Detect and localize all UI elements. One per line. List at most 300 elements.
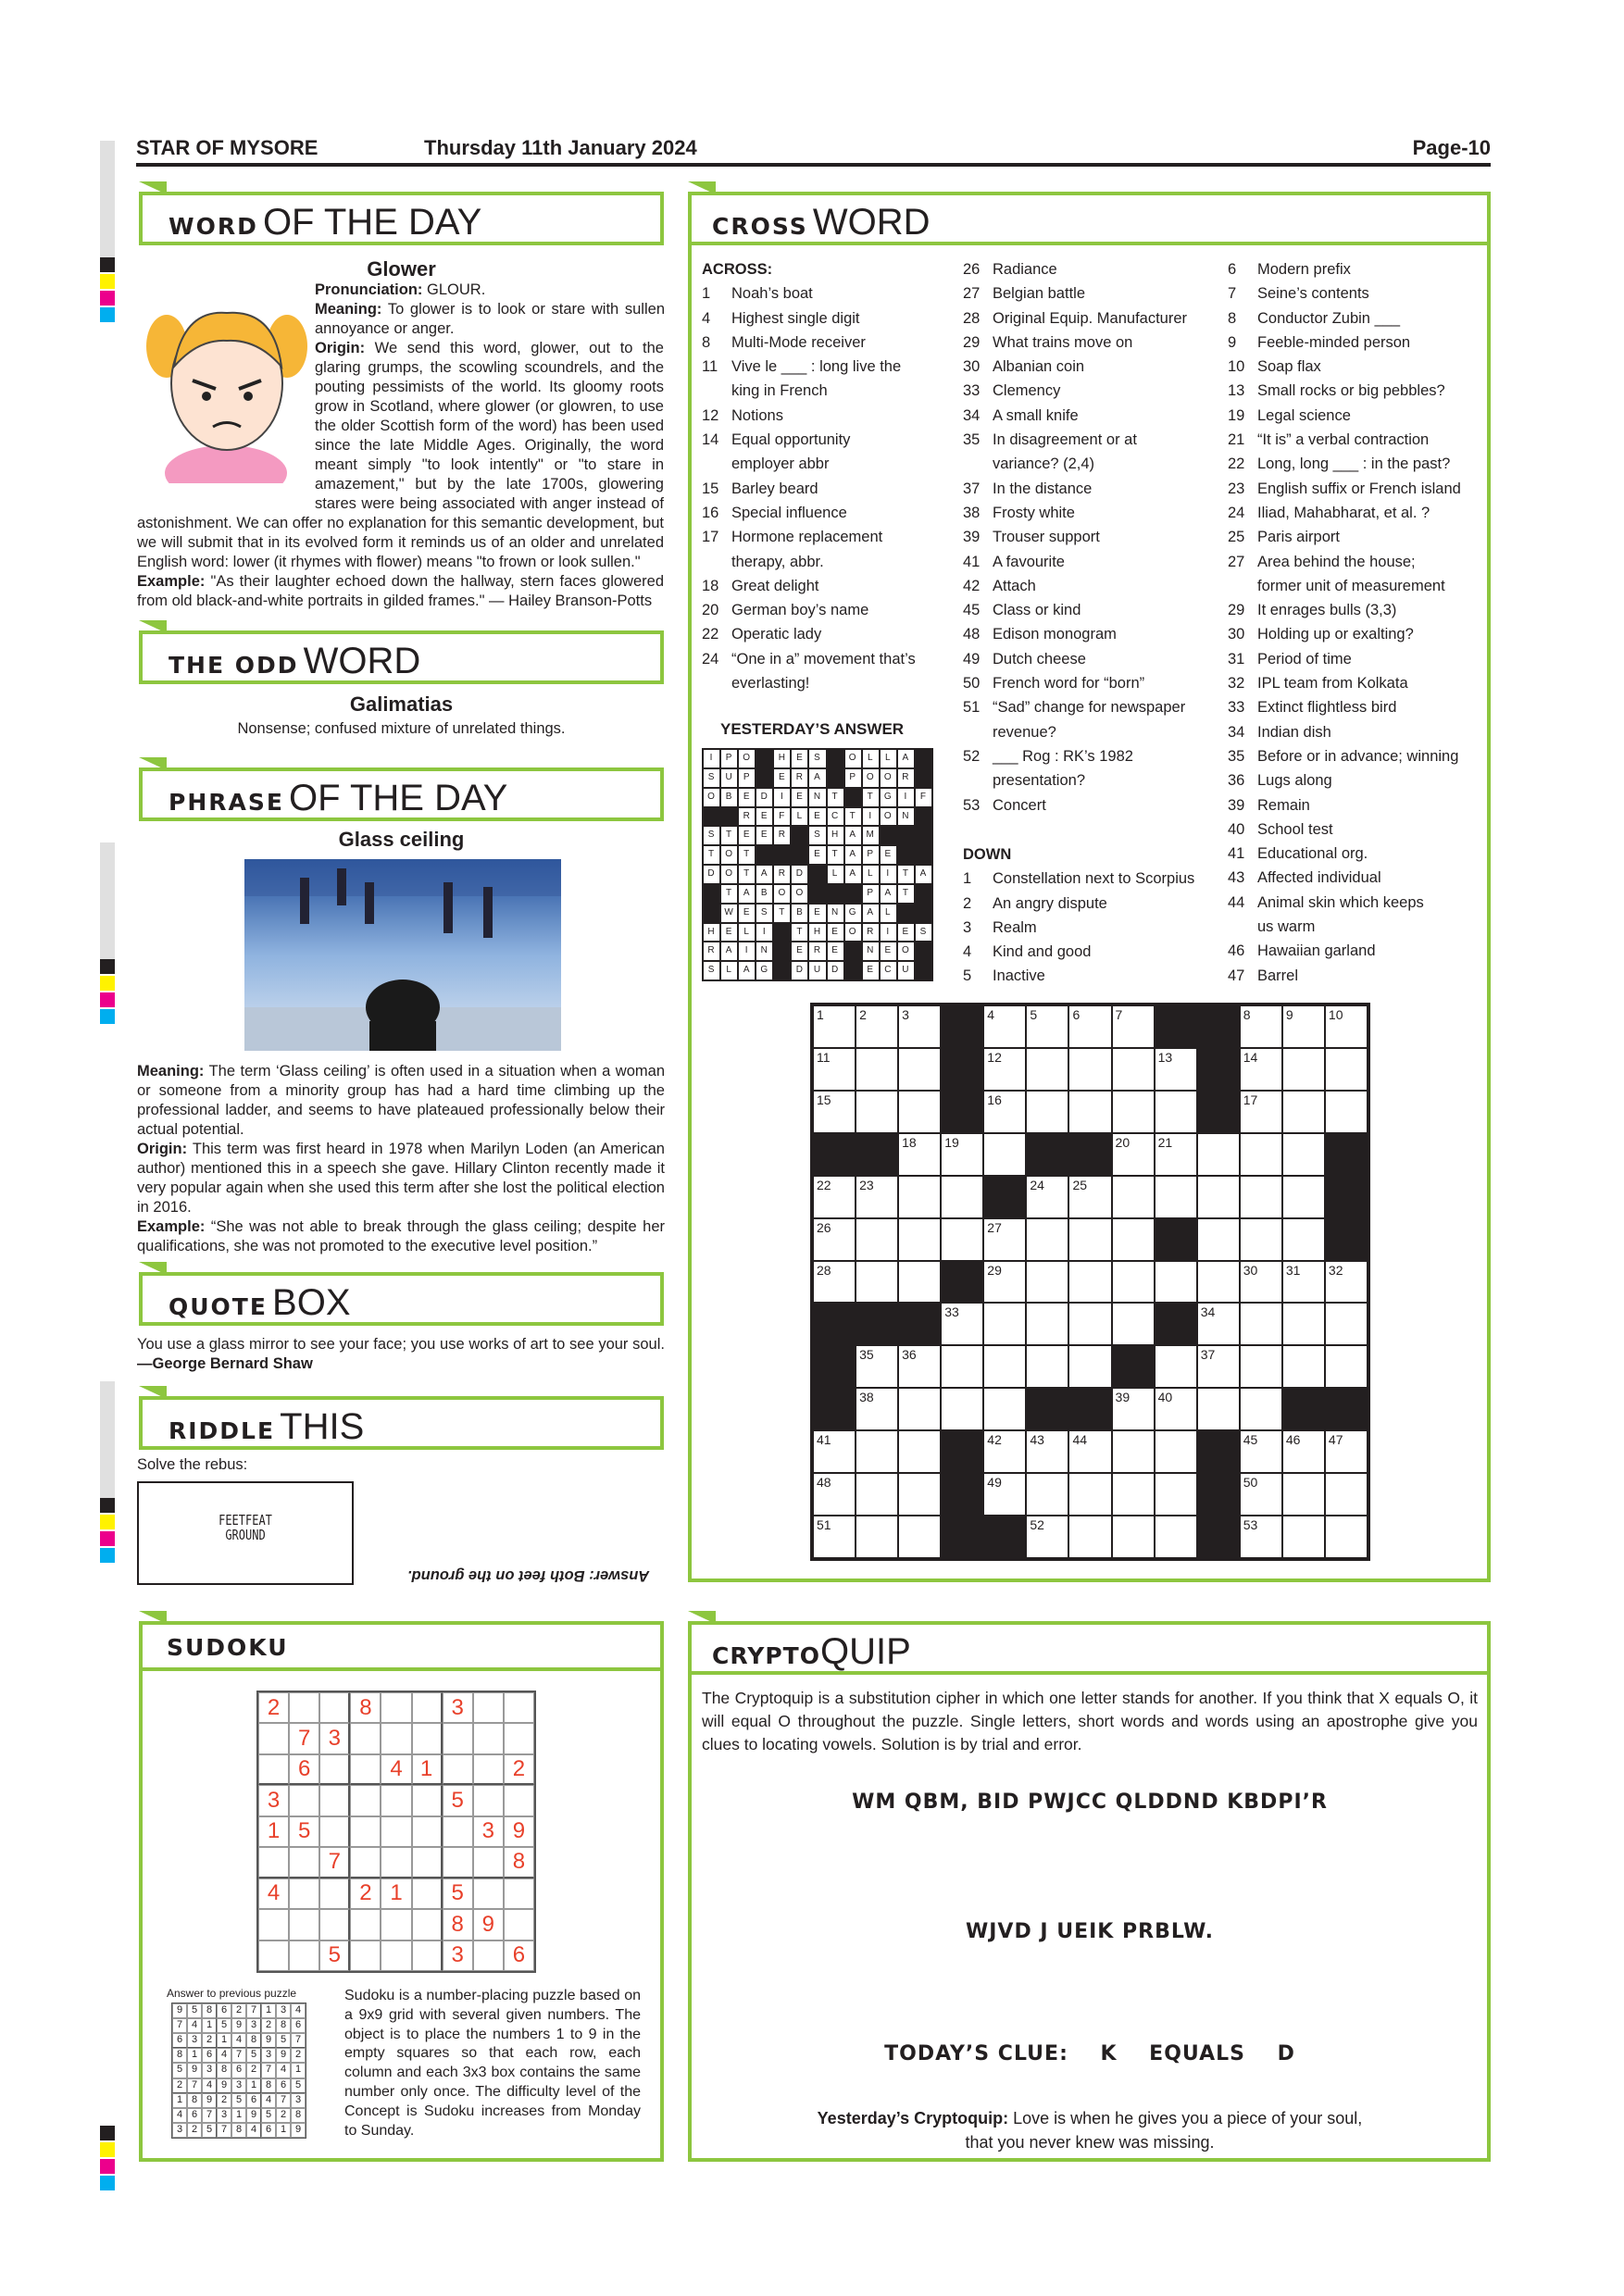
crossword-cell[interactable]: 19	[941, 1133, 983, 1176]
crossword-cell	[1155, 1303, 1197, 1345]
crossword-cell[interactable]: 27	[983, 1218, 1026, 1261]
sudoku-cell[interactable]	[473, 1692, 504, 1723]
crossword-cell[interactable]: 49	[983, 1473, 1026, 1516]
crossword-cell[interactable]	[1197, 1176, 1240, 1218]
crossword-cell[interactable]: 12	[983, 1048, 1026, 1091]
sudoku-cell[interactable]	[319, 1909, 350, 1940]
crossword-cell[interactable]	[1112, 1091, 1155, 1133]
clue: 37 In the distance	[963, 480, 1093, 497]
prev-sudoku-cell: 5	[246, 2048, 261, 2063]
crossword-cell[interactable]	[898, 1261, 941, 1304]
sudoku-cell[interactable]	[350, 1940, 381, 1971]
sudoku-cell[interactable]	[350, 1816, 381, 1847]
crossword-cell	[983, 1176, 1026, 1218]
crossword-cell[interactable]	[1155, 1516, 1197, 1558]
crossword-cell[interactable]	[1026, 1091, 1068, 1133]
sudoku-cell[interactable]	[412, 1785, 443, 1816]
crossword-cell[interactable]	[983, 1133, 1026, 1176]
sudoku-cell[interactable]	[289, 1785, 319, 1816]
rebus-bottom: GROUND	[225, 1527, 266, 1543]
crossword-cell[interactable]: 13	[1155, 1048, 1197, 1091]
clue: 17 Hormone replacement	[702, 529, 883, 546]
sudoku-cell[interactable]	[258, 1909, 289, 1940]
crossword-cell[interactable]: 48	[813, 1473, 856, 1516]
answer-cell: R	[703, 942, 720, 961]
crossword-cell[interactable]	[856, 1218, 898, 1261]
answer-cell: C	[880, 961, 897, 980]
crossword-cell[interactable]	[1068, 1516, 1111, 1558]
crossword-cell	[856, 1133, 898, 1176]
crossword-cell[interactable]: 31	[1282, 1261, 1325, 1304]
answer-cell: C	[827, 807, 844, 827]
sudoku-cell[interactable]	[350, 1909, 381, 1940]
crossword-cell[interactable]: 30	[1240, 1261, 1282, 1304]
sudoku-cell[interactable]	[319, 1878, 350, 1909]
registration-mark	[100, 1009, 115, 1024]
answer-cell: I	[862, 807, 880, 827]
crossword-cell[interactable]	[898, 1473, 941, 1516]
crossword-cell[interactable]	[983, 1388, 1026, 1430]
crossword-cell[interactable]: 39	[1112, 1388, 1155, 1430]
sudoku-cell[interactable]	[289, 1878, 319, 1909]
clue: 35 In disagreement or at	[963, 431, 1137, 449]
crossword-cell[interactable]: 44	[1068, 1430, 1111, 1473]
crossword-cell[interactable]	[1325, 1303, 1368, 1345]
crossword-cell	[941, 1048, 983, 1091]
crossword-cell[interactable]	[856, 1261, 898, 1304]
clue: 35 Before or in advance; winning	[1228, 747, 1459, 765]
crossword-cell[interactable]	[1325, 1091, 1368, 1133]
crossword-cell[interactable]	[1282, 1473, 1325, 1516]
crossword-cell[interactable]: 47	[1325, 1430, 1368, 1473]
crossword-grid[interactable]	[810, 1003, 1370, 1561]
sudoku-cell[interactable]	[473, 1878, 504, 1909]
sudoku-cell[interactable]	[443, 1723, 473, 1753]
crossword-cell[interactable]	[1197, 1388, 1240, 1430]
crossword-cell[interactable]	[983, 1345, 1026, 1388]
answer-cell: M	[862, 826, 880, 845]
answer-cell: H	[808, 923, 826, 942]
prev-sudoku-cell: 7	[172, 2018, 187, 2033]
sudoku-cell[interactable]	[381, 1847, 411, 1878]
crossword-cell[interactable]	[941, 1345, 983, 1388]
answer-cell: L	[720, 961, 738, 980]
yesterday-answer-grid	[702, 748, 933, 981]
prev-sudoku-cell: 8	[172, 2048, 187, 2063]
answer-cell: U	[808, 961, 826, 980]
clue: 12 Notions	[702, 406, 783, 424]
crossword-cell[interactable]	[1068, 1345, 1111, 1388]
crossword-cell[interactable]	[1240, 1218, 1282, 1261]
clue: 32 IPL team from Kolkata	[1228, 675, 1408, 693]
sudoku-cell[interactable]	[258, 1723, 289, 1753]
answer-cell: T	[827, 788, 844, 807]
crossword-cell[interactable]: 46	[1282, 1430, 1325, 1473]
crossword-cell[interactable]: 7	[1112, 1005, 1155, 1048]
answer-cell: O	[844, 749, 862, 768]
crossword-cell[interactable]: 33	[941, 1303, 983, 1345]
crossword-cell[interactable]: 29	[983, 1261, 1026, 1304]
answer-cell: T	[897, 884, 915, 904]
clue: 4 Highest single digit	[702, 309, 860, 327]
answer-cell	[773, 961, 791, 980]
crossword-cell[interactable]	[898, 1430, 941, 1473]
sudoku-cell[interactable]	[473, 1940, 504, 1971]
crossword-cell[interactable]: 23	[856, 1176, 898, 1218]
crossword-cell[interactable]: 3	[898, 1005, 941, 1048]
crossword-cell[interactable]: 53	[1240, 1516, 1282, 1558]
sudoku-cell[interactable]	[381, 1723, 411, 1753]
crossword-cell[interactable]	[1282, 1303, 1325, 1345]
crossword-cell[interactable]	[1240, 1345, 1282, 1388]
crossword-cell[interactable]	[941, 1176, 983, 1218]
answer-cell	[756, 768, 773, 788]
sudoku-cell[interactable]	[319, 1816, 350, 1847]
answer-cell: S	[703, 961, 720, 980]
crossword-cell[interactable]: 22	[813, 1176, 856, 1218]
crossword-cell[interactable]: 40	[1155, 1388, 1197, 1430]
answer-cell: L	[880, 904, 897, 923]
prev-sudoku-cell: 4	[187, 2018, 202, 2033]
registration-mark	[100, 274, 115, 289]
crossword-cell[interactable]: 9	[1282, 1005, 1325, 1048]
crossword-cell[interactable]	[898, 1516, 941, 1558]
clue: 26 Radiance	[963, 261, 1057, 278]
prev-sudoku-cell: 3	[261, 2048, 276, 2063]
registration-mark	[100, 976, 115, 991]
clue: 25 Paris airport	[1228, 529, 1340, 546]
crossword-cell[interactable]	[1112, 1176, 1155, 1218]
sudoku-cell[interactable]	[289, 1692, 319, 1723]
prev-sudoku-cell: 2	[276, 2108, 291, 2123]
crossword-cell[interactable]	[1282, 1516, 1325, 1558]
answer-cell: T	[720, 884, 738, 904]
prev-sudoku-cell: 8	[246, 2033, 261, 2048]
prev-sudoku-cell: 1	[217, 2033, 231, 2048]
sudoku-cell[interactable]	[381, 1816, 411, 1847]
answer-cell	[897, 904, 915, 923]
sudoku-cell[interactable]	[443, 1816, 473, 1847]
prev-sudoku-cell: 2	[246, 2063, 261, 2078]
sudoku-cell[interactable]	[350, 1785, 381, 1816]
registration-mark	[100, 257, 115, 272]
sudoku-cell[interactable]	[504, 1878, 534, 1909]
sudoku-cell: 2	[258, 1692, 289, 1723]
crossword-cell[interactable]	[1155, 1261, 1197, 1304]
sudoku-cell[interactable]	[258, 1847, 289, 1878]
answer-cell	[827, 768, 844, 788]
crossword-cell[interactable]	[856, 1430, 898, 1473]
crossword-cell[interactable]: 1	[813, 1005, 856, 1048]
crossword-cell[interactable]: 51	[813, 1516, 856, 1558]
crossword-cell[interactable]: 34	[1197, 1303, 1240, 1345]
crossword-cell[interactable]: 52	[1026, 1516, 1068, 1558]
answer-cell: E	[827, 923, 844, 942]
sudoku-cell: 6	[504, 1940, 534, 1971]
crossword-cell[interactable]	[1197, 1133, 1240, 1176]
crossword-cell[interactable]	[1155, 1473, 1197, 1516]
prev-sudoku-cell: 6	[172, 2033, 187, 2048]
sudoku-cell[interactable]	[504, 1909, 534, 1940]
crossword-cell[interactable]	[1026, 1345, 1068, 1388]
across-label: ACROSS:	[702, 261, 773, 278]
crossword-cell[interactable]	[1112, 1218, 1155, 1261]
crossword-cell[interactable]	[1026, 1218, 1068, 1261]
crossword-cell[interactable]	[1197, 1218, 1240, 1261]
crossword-cell[interactable]: 21	[1155, 1133, 1197, 1176]
sudoku-cell[interactable]	[412, 1878, 443, 1909]
clue: employer abbr	[731, 455, 830, 473]
clue: 22 Long, long ___ : in the past?	[1228, 455, 1451, 473]
answer-cell: E	[791, 788, 808, 807]
clue: 18 Great delight	[702, 577, 819, 594]
crossword-cell[interactable]: 45	[1240, 1430, 1282, 1473]
crossword-cell[interactable]: 26	[813, 1218, 856, 1261]
answer-cell: G	[756, 961, 773, 980]
sudoku-cell[interactable]	[381, 1692, 411, 1723]
cryptoquip-title: CRYPTOQUIP	[688, 1621, 1491, 1675]
answer-cell: D	[756, 788, 773, 807]
sudoku-cell[interactable]	[473, 1847, 504, 1878]
crossword-cell	[941, 1091, 983, 1133]
crossword-cell[interactable]: 6	[1068, 1005, 1111, 1048]
crossword-cell[interactable]: 42	[983, 1430, 1026, 1473]
prev-sudoku-cell: 6	[276, 2078, 291, 2093]
sudoku-cell: 3	[443, 1692, 473, 1723]
sudoku-cell: 8	[350, 1692, 381, 1723]
crossword-cell[interactable]	[1282, 1345, 1325, 1388]
answer-cell: T	[738, 845, 756, 865]
crossword-cell[interactable]	[1197, 1261, 1240, 1304]
answer-cell: T	[844, 807, 862, 827]
crossword-cell[interactable]: 25	[1068, 1176, 1111, 1218]
crossword-cell[interactable]	[1068, 1048, 1111, 1091]
crossword-cell[interactable]: 14	[1240, 1048, 1282, 1091]
crossword-cell	[1197, 1048, 1240, 1091]
sudoku-cell[interactable]	[350, 1754, 381, 1785]
crossword-cell[interactable]	[856, 1516, 898, 1558]
clue: presentation?	[993, 772, 1085, 790]
crossword-cell[interactable]	[1026, 1473, 1068, 1516]
crossword-cell[interactable]: 11	[813, 1048, 856, 1091]
crossword-cell[interactable]: 24	[1026, 1176, 1068, 1218]
sudoku-cell[interactable]	[319, 1692, 350, 1723]
sudoku-cell[interactable]	[504, 1785, 534, 1816]
prev-sudoku-cell: 9	[276, 2048, 291, 2063]
clue: 50 French word for “born”	[963, 675, 1145, 693]
crossword-cell[interactable]	[1240, 1303, 1282, 1345]
crossword-cell[interactable]	[1112, 1261, 1155, 1304]
crossword-cell[interactable]	[898, 1048, 941, 1091]
crossword-cell[interactable]	[898, 1176, 941, 1218]
sudoku-cell[interactable]	[473, 1754, 504, 1785]
crossword-cell[interactable]	[898, 1218, 941, 1261]
sudoku-cell[interactable]	[381, 1785, 411, 1816]
crossword-cell[interactable]	[1112, 1048, 1155, 1091]
sudoku-cell[interactable]	[443, 1847, 473, 1878]
sudoku-cell[interactable]	[412, 1940, 443, 1971]
crossword-cell[interactable]	[1155, 1091, 1197, 1133]
crossword-cell[interactable]	[1155, 1176, 1197, 1218]
crossword-cell[interactable]	[941, 1218, 983, 1261]
crossword-cell[interactable]: 35	[856, 1345, 898, 1388]
crossword-cell[interactable]	[1112, 1430, 1155, 1473]
crossword-cell[interactable]: 5	[1026, 1005, 1068, 1048]
crossword-cell[interactable]	[856, 1473, 898, 1516]
crossword-cell[interactable]: 36	[898, 1345, 941, 1388]
crossword-cell[interactable]: 41	[813, 1430, 856, 1473]
prev-sudoku-cell: 1	[246, 2078, 261, 2093]
crossword-cell[interactable]: 32	[1325, 1261, 1368, 1304]
answer-cell: G	[844, 904, 862, 923]
sudoku-cell[interactable]	[289, 1847, 319, 1878]
crossword-cell[interactable]	[1325, 1048, 1368, 1091]
crossword-cell[interactable]: 4	[983, 1005, 1026, 1048]
crossword-cell[interactable]	[1068, 1218, 1111, 1261]
crossword-cell[interactable]	[1068, 1091, 1111, 1133]
clue: 3 Realm	[963, 918, 1037, 936]
answer-cell: E	[738, 826, 756, 845]
sudoku-cell[interactable]	[473, 1785, 504, 1816]
answer-cell: A	[808, 768, 826, 788]
crossword-cell[interactable]	[1240, 1133, 1282, 1176]
clue: everlasting!	[731, 675, 810, 693]
crossword-cell[interactable]	[1282, 1176, 1325, 1218]
word-of-day-origin: Origin: We send this word, glower, out to the glaring grumps, the scowling scoundrels, and the pouting pessimists of the world. Its gloomy roots grow in Scotland, where glower (or glowren, to use the older Scottish form of the word) has been used since the late Middle Ages. Originally, the word meant simply "to look intently" or "to stare in amazement," but by the late 1700s, glowering stares were being associated with anger instead of astonishment. We can offer no explanation for this semantic development, but we will submit that in its evolved form it reminds us of an older and unrelated English word: lower (it rhymes with flower) means "to frown or look sullen." Example: "As their laughter echoed down the hallway, stern faces glowered from old black-and-white portraits in gilded frames." — Hailey Branson-Potts	[137, 340, 665, 609]
crossword-cell[interactable]	[898, 1388, 941, 1430]
crossword-cell[interactable]	[1282, 1048, 1325, 1091]
sudoku-cell[interactable]	[412, 1909, 443, 1940]
sudoku-cell[interactable]	[412, 1692, 443, 1723]
sudoku-grid[interactable]	[256, 1691, 536, 1973]
clue: 22 Operatic lady	[702, 626, 822, 643]
crossword-cell[interactable]	[856, 1048, 898, 1091]
answer-cell	[703, 807, 720, 827]
crossword-cell[interactable]	[1155, 1430, 1197, 1473]
crossword-cell[interactable]	[898, 1091, 941, 1133]
clue: revenue?	[993, 723, 1056, 741]
clue: 10 Soap flax	[1228, 358, 1321, 376]
crossword-cell[interactable]: 8	[1240, 1005, 1282, 1048]
crossword-cell[interactable]	[1240, 1176, 1282, 1218]
crossword-cell[interactable]	[1282, 1091, 1325, 1133]
crossword-cell[interactable]: 17	[1240, 1091, 1282, 1133]
across-clues-column-2	[963, 257, 1204, 817]
sudoku-cell[interactable]	[504, 1723, 534, 1753]
crossword-cell[interactable]: 20	[1112, 1133, 1155, 1176]
answer-cell: F	[915, 788, 932, 807]
registration-mark	[100, 2159, 115, 2174]
crossword-cell[interactable]	[1282, 1218, 1325, 1261]
sudoku-cell[interactable]	[258, 1754, 289, 1785]
crossword-cell[interactable]: 38	[856, 1388, 898, 1430]
clue: 43 Affected individual	[1228, 869, 1381, 887]
sudoku-cell: 6	[289, 1754, 319, 1785]
sudoku-cell[interactable]	[381, 1909, 411, 1940]
crossword-cell[interactable]: 2	[856, 1005, 898, 1048]
answer-cell: R	[808, 942, 826, 961]
answer-cell: O	[703, 788, 720, 807]
answer-cell: S	[703, 826, 720, 845]
crossword-cell[interactable]	[1026, 1303, 1068, 1345]
crossword-cell[interactable]	[1325, 1516, 1368, 1558]
prev-sudoku-cell: 5	[291, 2078, 306, 2093]
prev-sudoku-cell: 5	[231, 2093, 246, 2108]
crossword-cell[interactable]: 28	[813, 1261, 856, 1304]
crossword-cell[interactable]: 37	[1197, 1345, 1240, 1388]
prev-sudoku-cell: 2	[261, 2018, 276, 2033]
clue: 16 Special influence	[702, 504, 847, 521]
crossword-cell[interactable]: 10	[1325, 1005, 1368, 1048]
paper-name: STAR OF MYSORE	[136, 136, 319, 159]
answer-cell: T	[791, 923, 808, 942]
sudoku-cell[interactable]	[412, 1847, 443, 1878]
answer-cell	[897, 845, 915, 865]
answer-cell: S	[808, 749, 826, 768]
crossword-cell[interactable]	[941, 1388, 983, 1430]
crossword-cell[interactable]	[1112, 1516, 1155, 1558]
sudoku-cell[interactable]	[412, 1723, 443, 1753]
clue: 1 Noah’s boat	[702, 285, 813, 303]
sudoku-cell[interactable]	[289, 1909, 319, 1940]
clue: 40 School test	[1228, 820, 1333, 838]
answer-cell: O	[880, 768, 897, 788]
sudoku-cell[interactable]	[319, 1754, 350, 1785]
crossword-cell[interactable]	[1325, 1345, 1368, 1388]
crossword-cell[interactable]: 15	[813, 1091, 856, 1133]
sudoku-cell[interactable]	[412, 1816, 443, 1847]
sudoku-cell[interactable]	[258, 1940, 289, 1971]
answer-cell: E	[808, 904, 826, 923]
sudoku-cell[interactable]	[443, 1754, 473, 1785]
crossword-cell[interactable]	[1068, 1303, 1111, 1345]
crossword-cell[interactable]	[1026, 1261, 1068, 1304]
prev-sudoku-cell: 2	[231, 2003, 246, 2018]
crossword-cell[interactable]	[1282, 1133, 1325, 1176]
crossword-cell[interactable]	[1155, 1345, 1197, 1388]
crossword-cell[interactable]: 16	[983, 1091, 1026, 1133]
crossword-cell[interactable]	[1240, 1388, 1282, 1430]
answer-cell: A	[897, 749, 915, 768]
crossword-cell[interactable]: 43	[1026, 1430, 1068, 1473]
registration-mark	[100, 1515, 115, 1529]
crossword-cell[interactable]	[1112, 1303, 1155, 1345]
sudoku-cell[interactable]	[289, 1940, 319, 1971]
crossword-cell[interactable]: 18	[898, 1133, 941, 1176]
crossword-cell[interactable]	[1112, 1473, 1155, 1516]
crossword-cell[interactable]	[983, 1303, 1026, 1345]
crossword-cell[interactable]	[1068, 1473, 1111, 1516]
answer-cell: L	[862, 865, 880, 884]
crossword-cell[interactable]	[1026, 1048, 1068, 1091]
crossword-cell	[1026, 1388, 1068, 1430]
answer-cell: H	[773, 749, 791, 768]
crossword-cell	[1155, 1218, 1197, 1261]
sudoku-cell[interactable]	[473, 1723, 504, 1753]
sudoku-cell[interactable]	[350, 1723, 381, 1753]
answer-cell: E	[880, 845, 897, 865]
prev-sudoku-cell: 6	[261, 2123, 276, 2138]
sudoku-cell[interactable]	[319, 1785, 350, 1816]
sudoku-cell[interactable]	[350, 1847, 381, 1878]
crossword-cell[interactable]	[856, 1091, 898, 1133]
sudoku-cell[interactable]	[381, 1940, 411, 1971]
sudoku-cell[interactable]	[504, 1692, 534, 1723]
crossword-cell[interactable]	[1068, 1261, 1111, 1304]
crossword-cell[interactable]: 50	[1240, 1473, 1282, 1516]
registration-mark	[100, 307, 115, 322]
crossword-cell[interactable]	[1325, 1473, 1368, 1516]
